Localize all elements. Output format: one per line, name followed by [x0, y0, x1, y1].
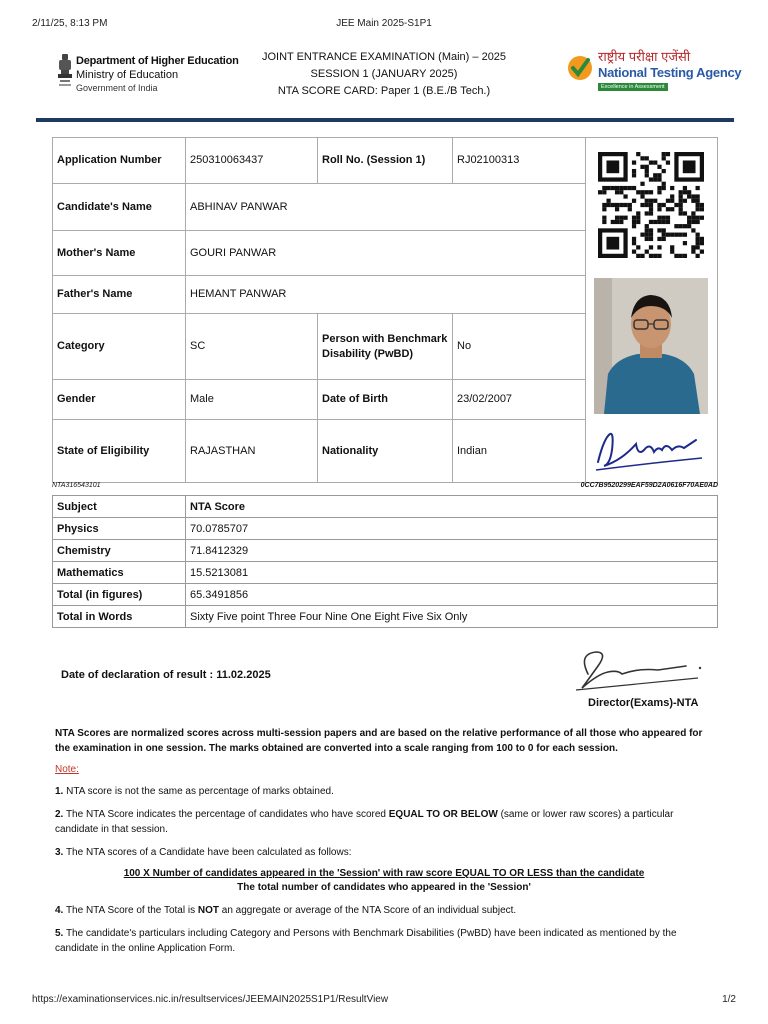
note-number: 4.: [55, 905, 64, 916]
note-text: NTA score is not the same as percentage of marks obtained.: [66, 786, 334, 797]
note-emphasis: EQUAL TO OR BELOW: [388, 809, 498, 820]
note-text: (same or lower raw scores) a particular candidate in that session.: [55, 809, 674, 835]
father-name-value: HEMANT PANWAR: [186, 276, 586, 314]
note-number: 5.: [55, 928, 64, 939]
nta-logo-icon: [566, 48, 594, 88]
score-cell: Sixty Five point Three Four Nine One Eight Five Six Only: [186, 606, 718, 628]
note-text: The NTA Score indicates the percentage of candidates who have scored: [65, 809, 389, 820]
print-url: https://examinationservices.nic.in/resultservices/JEEMAIN2025S1P1/ResultView: [32, 994, 389, 1005]
print-header: [32, 18, 736, 32]
score-cell: 70.0785707: [186, 518, 718, 540]
ministry-name: Ministry of Education: [76, 69, 179, 81]
category-label: Category: [53, 314, 186, 380]
director-title: Director(Exams)-NTA: [588, 697, 699, 709]
dob-label: Date of Birth: [318, 380, 453, 420]
table-row: [53, 562, 718, 584]
nta-score-header: NTA Score: [186, 496, 718, 518]
record-codes: [52, 482, 718, 492]
gender-label: Gender: [53, 380, 186, 420]
score-cell: 71.8412329: [186, 540, 718, 562]
print-page-number: 1/2: [722, 994, 736, 1005]
state-value: RAJASTHAN: [186, 420, 318, 482]
candidate-photo: [594, 278, 708, 414]
subject-cell: Chemistry: [53, 540, 186, 562]
note-1: [55, 784, 719, 799]
nta-hindi-name: राष्ट्रीय परीक्षा एजेंसी: [598, 49, 691, 64]
table-row: [53, 518, 718, 540]
candidate-name-value: ABHINAV PANWAR: [186, 184, 586, 231]
subject-cell: Total in Words: [53, 606, 186, 628]
note-2: [55, 807, 719, 837]
note-text: The candidate's particulars including Category and Persons with Benchmark Disabilities (PwBD) have been indicated as mentioned by the candidate in the online Application Form.: [55, 928, 677, 954]
note-number: 3.: [55, 847, 64, 858]
nationality-value: Indian: [453, 420, 586, 482]
father-name-label: Father's Name: [53, 276, 186, 314]
note-4: [55, 903, 719, 918]
nta-branding: [566, 46, 742, 98]
title-line-1: JOINT ENTRANCE EXAMINATION (Main) – 2025: [261, 51, 507, 63]
qr-code-icon: [598, 152, 704, 262]
header-divider: [36, 118, 734, 122]
mother-name-value: GOURI PANWAR: [186, 231, 586, 276]
state-label: State of Eligibility: [53, 420, 186, 482]
nta-score-formula: [0, 867, 768, 895]
print-doc-title: JEE Main 2025-S1P1: [336, 18, 432, 29]
application-number-value: 250310063437: [186, 138, 318, 184]
roll-number-label: Roll No. (Session 1): [318, 138, 453, 184]
department-name: Department of Higher Education: [76, 55, 239, 67]
title-line-3: NTA SCORE CARD: Paper 1 (B.E./B Tech.): [277, 85, 491, 97]
print-datetime: 2/11/25, 8:13 PM: [32, 18, 108, 29]
nta-tagline: Excellence in Assessment: [598, 83, 668, 91]
subject-cell: Physics: [53, 518, 186, 540]
note-text: an aggregate or average of the NTA Score of an individual subject.: [218, 905, 517, 916]
score-cell: 15.5213081: [186, 562, 718, 584]
note-5: [55, 926, 719, 956]
candidate-signature: [592, 420, 708, 478]
gender-value: Male: [186, 380, 318, 420]
table-row: [53, 606, 718, 628]
note-3: [55, 845, 719, 860]
person-photo-icon: [594, 278, 708, 414]
note-text: The NTA scores of a Candidate have been calculated as follows:: [65, 847, 352, 858]
note-number: 1.: [55, 786, 64, 797]
government-name: Government of India: [76, 83, 158, 93]
pwbd-value: No: [453, 314, 586, 380]
subject-cell: Total (in figures): [53, 584, 186, 606]
score-cell: 65.3491856: [186, 584, 718, 606]
intro-paragraph: NTA Scores are normalized scores across multi-session papers and are based on the relative performance of all those who appeared for the examination in one session. The marks obtained are converted into a scale ranging from 100 to 0 for each session.: [55, 728, 703, 754]
print-footer: [32, 994, 736, 1008]
category-value: SC: [186, 314, 318, 380]
subject-header: Subject: [53, 496, 186, 518]
director-signature: [568, 644, 708, 696]
score-table-header: [53, 496, 718, 518]
title-line-2: SESSION 1 (JANUARY 2025): [310, 68, 458, 80]
table-row: [53, 584, 718, 606]
note-number: 2.: [55, 809, 64, 820]
record-code-right: 0CC7B9520299EAF59D2A0616F70AE0AD: [580, 482, 718, 489]
declaration-date: Date of declaration of result : 11.02.2025: [61, 669, 271, 681]
application-number-label: Application Number: [53, 138, 186, 184]
formula-numerator: 100 X Number of candidates appeared in the 'Session' with raw score EQUAL TO OR LESS than the candidate: [123, 868, 645, 879]
candidate-name-label: Candidate's Name: [53, 184, 186, 231]
formula-denominator: The total number of candidates who appeared in the 'Session': [237, 882, 531, 893]
note-emphasis: NOT: [197, 905, 219, 916]
note-label: Note:: [55, 764, 79, 775]
dob-value: 23/02/2007: [453, 380, 586, 420]
nta-name: National Testing Agency: [598, 65, 742, 80]
mother-name-label: Mother's Name: [53, 231, 186, 276]
pwbd-label: Person with Benchmark Disability (PwBD): [318, 314, 453, 380]
table-row: [53, 540, 718, 562]
roll-number-value: RJ02100313: [453, 138, 586, 184]
nationality-label: Nationality: [318, 420, 453, 482]
score-table: [52, 495, 718, 628]
note-text: The NTA Score of the Total is: [65, 905, 198, 916]
record-code-left: NTA316543101: [52, 482, 101, 489]
subject-cell: Mathematics: [53, 562, 186, 584]
